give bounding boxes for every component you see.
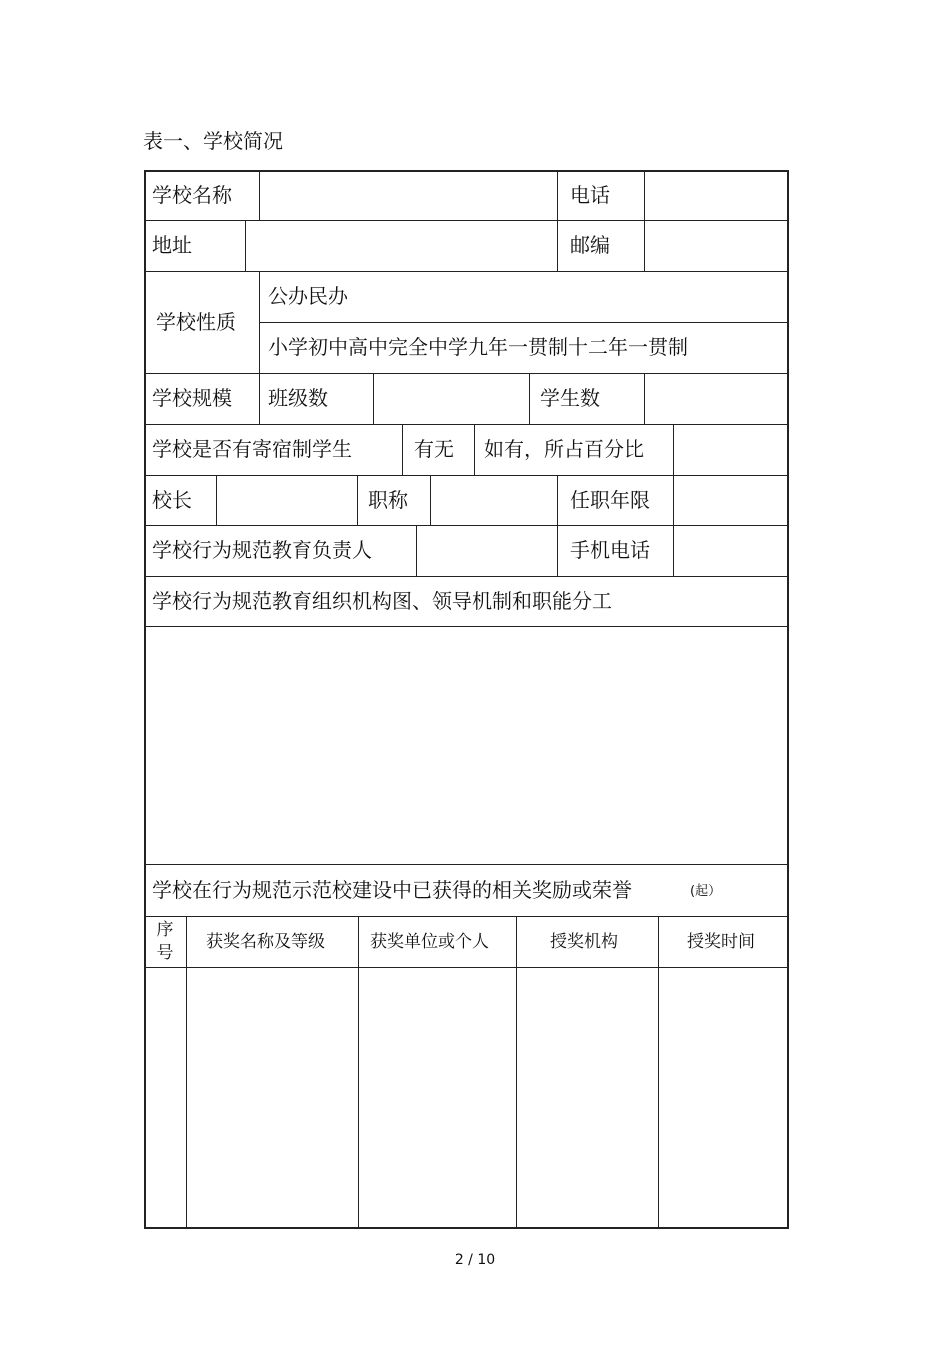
boarding-options[interactable]: 有无	[414, 437, 454, 461]
student-count-label: 学生数	[540, 386, 600, 410]
mobile-field[interactable]	[674, 526, 787, 575]
boarding-label: 学校是否有寄宿制学生	[152, 437, 352, 461]
school-scale-label: 学校规模	[152, 386, 232, 410]
col-award-issuer: 授奖机构	[550, 932, 618, 952]
class-count-label: 班级数	[268, 386, 328, 410]
postcode-field[interactable]	[645, 221, 787, 270]
awards-label: 学校在行为规范示范校建设中已获得的相关奖励或荣誉	[152, 878, 632, 902]
responsible-person-field[interactable]	[417, 526, 556, 575]
responsible-person-label: 学校行为规范教育负责人	[152, 538, 372, 562]
page-number: 2 / 10	[454, 1252, 496, 1268]
address-label: 地址	[152, 233, 192, 257]
awards-seq-cell[interactable]	[146, 968, 186, 1225]
org-chart-label: 学校行为规范教育组织机构图、领导机制和职能分工	[152, 589, 612, 613]
boarding-percent-field[interactable]	[674, 425, 787, 474]
phone-label: 电话	[570, 183, 610, 207]
awards-issuer-cell[interactable]	[517, 968, 658, 1225]
col-award-unit: 获奖单位或个人	[370, 932, 489, 952]
awards-name-cell[interactable]	[187, 968, 358, 1225]
page-title: 表一、学校简况	[143, 129, 283, 153]
phone-field[interactable]	[645, 172, 787, 219]
tenure-field[interactable]	[674, 476, 787, 524]
nature-options-ownership[interactable]: 公办民办	[268, 284, 348, 308]
col-award-name: 获奖名称及等级	[206, 932, 325, 952]
tenure-label: 任职年限	[570, 488, 650, 512]
awards-time-cell[interactable]	[659, 968, 787, 1225]
principal-title-label: 职称	[368, 488, 408, 512]
postcode-label: 邮编	[570, 233, 610, 257]
student-count-field[interactable]	[645, 374, 787, 423]
awards-note: (起）	[690, 884, 722, 899]
principal-field[interactable]	[217, 476, 356, 524]
class-count-field[interactable]	[374, 374, 528, 423]
org-chart-area[interactable]	[146, 627, 787, 863]
mobile-label: 手机电话	[570, 538, 650, 562]
school-nature-label: 学校性质	[156, 310, 236, 334]
principal-label: 校长	[152, 488, 192, 512]
boarding-percent-label: 如有，所占百分比	[484, 437, 644, 461]
school-info-table	[144, 170, 789, 1229]
address-field[interactable]	[246, 221, 556, 270]
awards-unit-cell[interactable]	[359, 968, 516, 1225]
school-name-label: 学校名称	[152, 183, 232, 207]
principal-title-field[interactable]	[431, 476, 556, 524]
school-name-field[interactable]	[260, 172, 556, 219]
col-award-time: 授奖时间	[687, 932, 755, 952]
col-seq-line2: 号	[156, 943, 174, 963]
nature-options-level[interactable]: 小学初中高中完全中学九年一贯制十二年一贯制	[268, 335, 688, 359]
col-seq-line1: 序	[156, 920, 174, 940]
